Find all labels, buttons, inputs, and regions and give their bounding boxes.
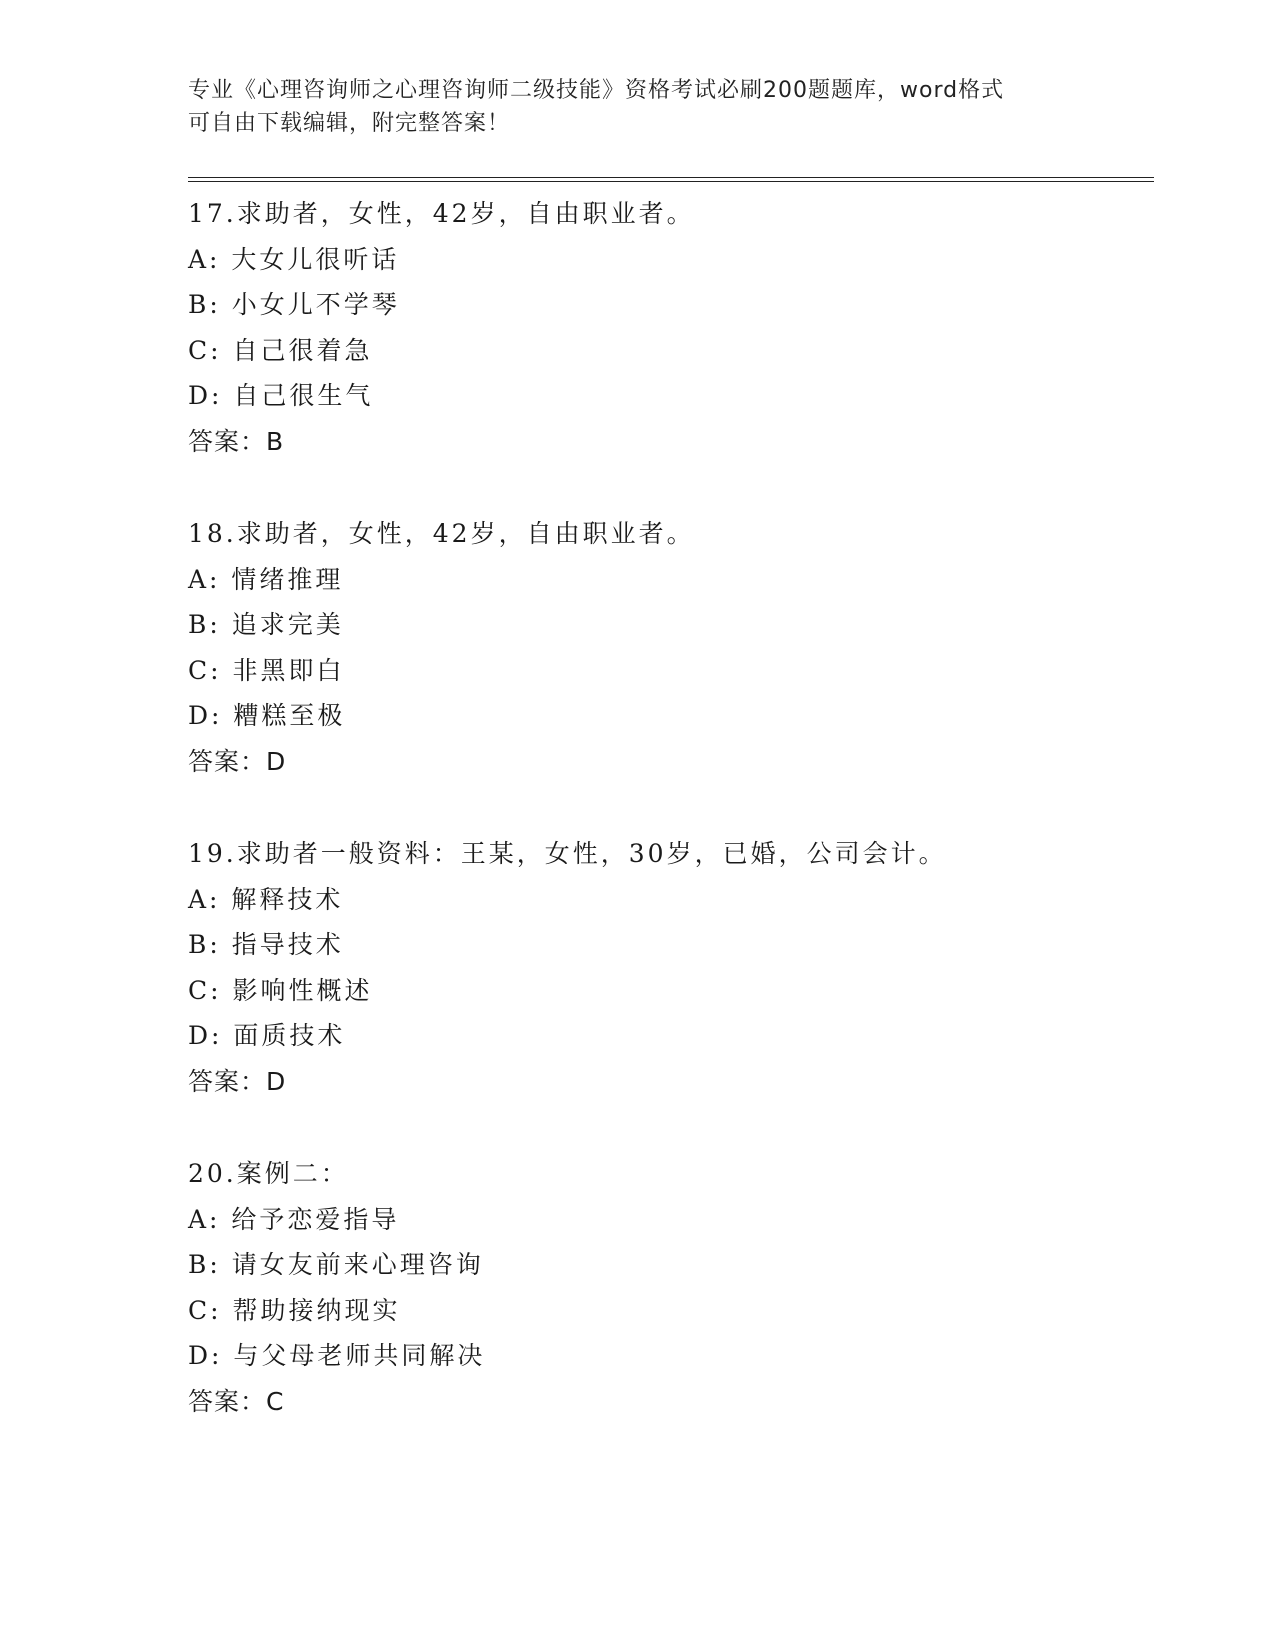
option-d: D: 与父母老师共同解决 bbox=[188, 1341, 486, 1370]
question-list bbox=[188, 191, 1154, 1471]
option-c: C: 影响性概述 bbox=[188, 975, 373, 1005]
option-d: D: 面质技术 bbox=[188, 1021, 346, 1050]
option-b: B: 追求完美 bbox=[188, 610, 344, 639]
option-b: B: 小女儿不学琴 bbox=[188, 290, 400, 319]
header-line-1: 专业《心理咨询师之心理咨询师二级技能》资格考试必刷200题题库，word格式 bbox=[188, 78, 1005, 103]
answer: 答案：B bbox=[188, 426, 285, 456]
answer: 答案：C bbox=[188, 1386, 285, 1416]
option-d: D: 糟糕至极 bbox=[188, 701, 346, 730]
option-c: C: 帮助接纳现实 bbox=[188, 1295, 401, 1325]
question-stem: 20.案例二： bbox=[188, 1159, 349, 1188]
header-line-2: 可自由下载编辑，附完整答案！ bbox=[188, 111, 511, 136]
question-stem: 19.求助者一般资料：王某，女性，30岁，已婚，公司会计。 bbox=[188, 839, 947, 868]
option-a: A: 解释技术 bbox=[188, 884, 344, 914]
option-d: D: 自己很生气 bbox=[188, 381, 374, 410]
question-17 bbox=[188, 191, 1154, 511]
question-stem: 17.求助者，女性，42岁，自由职业者。 bbox=[188, 199, 695, 228]
option-c: C: 自己很着急 bbox=[188, 335, 373, 365]
option-a: A: 大女儿很听话 bbox=[188, 244, 400, 274]
page-header bbox=[188, 74, 1068, 140]
option-a: A: 给予恋爱指导 bbox=[188, 1204, 400, 1234]
question-20 bbox=[188, 1151, 1154, 1471]
option-a: A: 情绪推理 bbox=[188, 564, 344, 594]
question-19 bbox=[188, 831, 1154, 1151]
option-b: B: 请女友前来心理咨询 bbox=[188, 1250, 484, 1279]
option-b: B: 指导技术 bbox=[188, 930, 344, 959]
answer: 答案：D bbox=[188, 1066, 287, 1096]
question-stem: 18.求助者，女性，42岁，自由职业者。 bbox=[188, 519, 695, 548]
option-c: C: 非黑即白 bbox=[188, 655, 345, 685]
header-divider bbox=[188, 177, 1154, 182]
question-18 bbox=[188, 511, 1154, 831]
answer: 答案：D bbox=[188, 746, 287, 776]
